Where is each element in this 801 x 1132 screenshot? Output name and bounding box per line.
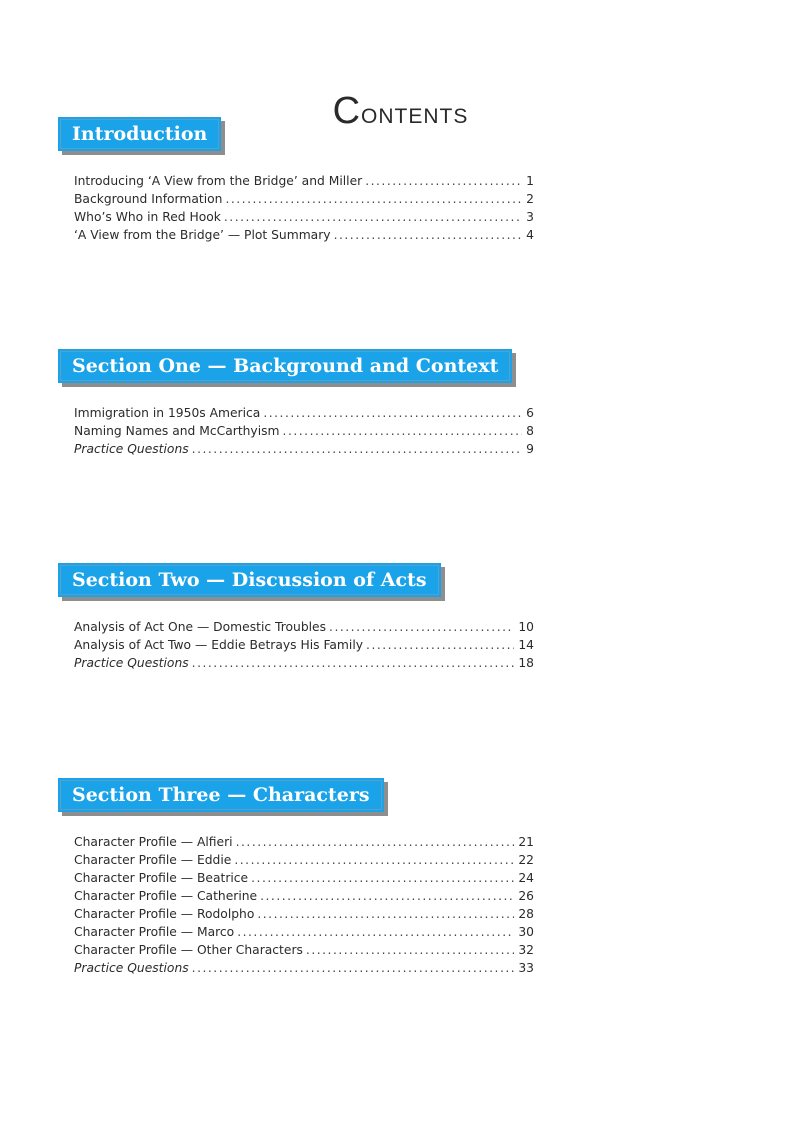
dot-leader — [251, 869, 514, 887]
toc-entry-page: 30 — [518, 925, 534, 939]
toc-list — [74, 618, 534, 672]
toc-entry-page: 33 — [518, 961, 534, 975]
toc-list — [74, 404, 534, 458]
dot-leader — [263, 404, 522, 422]
toc-entry-label: Practice Questions — [74, 656, 189, 670]
toc-entry-page: 32 — [518, 943, 534, 957]
section-header: Section Two — Discussion of Acts — [58, 563, 441, 597]
toc-entry[interactable] — [74, 654, 534, 672]
toc-entry[interactable] — [74, 959, 534, 977]
toc-entry[interactable] — [74, 869, 534, 887]
toc-entry-page: 3 — [526, 210, 534, 224]
toc-entry-label: Analysis of Act Two — Eddie Betrays His Family — [74, 638, 364, 652]
dot-leader — [224, 208, 522, 226]
toc-entry-label: Introducing ‘A View from the Bridge’ and Miller — [74, 174, 363, 188]
toc-entry-page: 1 — [526, 174, 534, 188]
toc-entry[interactable] — [74, 618, 534, 636]
toc-entry[interactable] — [74, 440, 534, 458]
toc-entry-page: 21 — [518, 835, 534, 849]
section-header: Section Three — Characters — [58, 778, 384, 812]
section-header: Section One — Background and Context — [58, 349, 512, 383]
dot-leader — [329, 618, 514, 636]
dot-leader — [366, 636, 514, 654]
toc-entry[interactable] — [74, 887, 534, 905]
toc-entry-page: 6 — [526, 406, 534, 420]
dot-leader — [237, 923, 514, 941]
toc-entry-page: 4 — [526, 228, 534, 242]
dot-leader — [334, 226, 523, 244]
toc-entry-label: Practice Questions — [74, 961, 189, 975]
toc-entry[interactable] — [74, 636, 534, 654]
toc-entry[interactable] — [74, 404, 534, 422]
toc-entry[interactable] — [74, 190, 534, 208]
section-three — [58, 778, 538, 977]
toc-entry-label: Character Profile — Rodolpho — [74, 907, 255, 921]
dot-leader — [283, 422, 523, 440]
toc-entry-page: 10 — [518, 620, 534, 634]
page-title-initial: C — [332, 90, 362, 133]
toc-list — [74, 833, 534, 977]
dot-leader — [257, 905, 514, 923]
toc-entry-page: 22 — [518, 853, 534, 867]
section-two — [58, 563, 538, 672]
toc-list — [74, 172, 534, 244]
toc-entry-page: 9 — [526, 442, 534, 456]
section-introduction — [58, 117, 538, 244]
toc-entry-page: 18 — [518, 656, 534, 670]
toc-entry-page: 14 — [518, 638, 534, 652]
page-title-rest: ontents — [361, 97, 469, 131]
dot-leader — [192, 440, 523, 458]
toc-entry-label: Character Profile — Marco — [74, 925, 235, 939]
toc-entry-label: Naming Names and McCarthyism — [74, 424, 280, 438]
dot-leader — [260, 887, 514, 905]
toc-entry-label: Analysis of Act One — Domestic Troubles — [74, 620, 327, 634]
toc-entry-label: Practice Questions — [74, 442, 189, 456]
toc-entry-label: Character Profile — Beatrice — [74, 871, 249, 885]
toc-entry[interactable] — [74, 833, 534, 851]
toc-entry-label: ‘A View from the Bridge’ — Plot Summary — [74, 228, 331, 242]
toc-entry-page: 2 — [526, 192, 534, 206]
toc-entry-label: Character Profile — Catherine — [74, 889, 258, 903]
toc-entry-label: Character Profile — Eddie — [74, 853, 232, 867]
dot-leader — [365, 172, 522, 190]
section-header: Introduction — [58, 117, 221, 151]
toc-entry-page: 8 — [526, 424, 534, 438]
dot-leader — [234, 851, 514, 869]
section-one — [58, 349, 538, 458]
toc-entry[interactable] — [74, 941, 534, 959]
dot-leader — [236, 833, 515, 851]
toc-entry-page: 24 — [518, 871, 534, 885]
toc-entry[interactable] — [74, 923, 534, 941]
toc-entry[interactable] — [74, 422, 534, 440]
dot-leader — [192, 654, 515, 672]
toc-entry-label: Who’s Who in Red Hook — [74, 210, 221, 224]
toc-entry-label: Character Profile — Alfieri — [74, 835, 233, 849]
dot-leader — [225, 190, 522, 208]
toc-entry-label: Immigration in 1950s America — [74, 406, 261, 420]
toc-entry-label: Background Information — [74, 192, 223, 206]
toc-entry[interactable] — [74, 172, 534, 190]
dot-leader — [306, 941, 514, 959]
dot-leader — [192, 959, 515, 977]
toc-entry[interactable] — [74, 851, 534, 869]
toc-entry-label: Character Profile — Other Characters — [74, 943, 303, 957]
toc-entry[interactable] — [74, 226, 534, 244]
toc-entry-page: 28 — [518, 907, 534, 921]
toc-entry-page: 26 — [518, 889, 534, 903]
toc-entry[interactable] — [74, 905, 534, 923]
toc-entry[interactable] — [74, 208, 534, 226]
